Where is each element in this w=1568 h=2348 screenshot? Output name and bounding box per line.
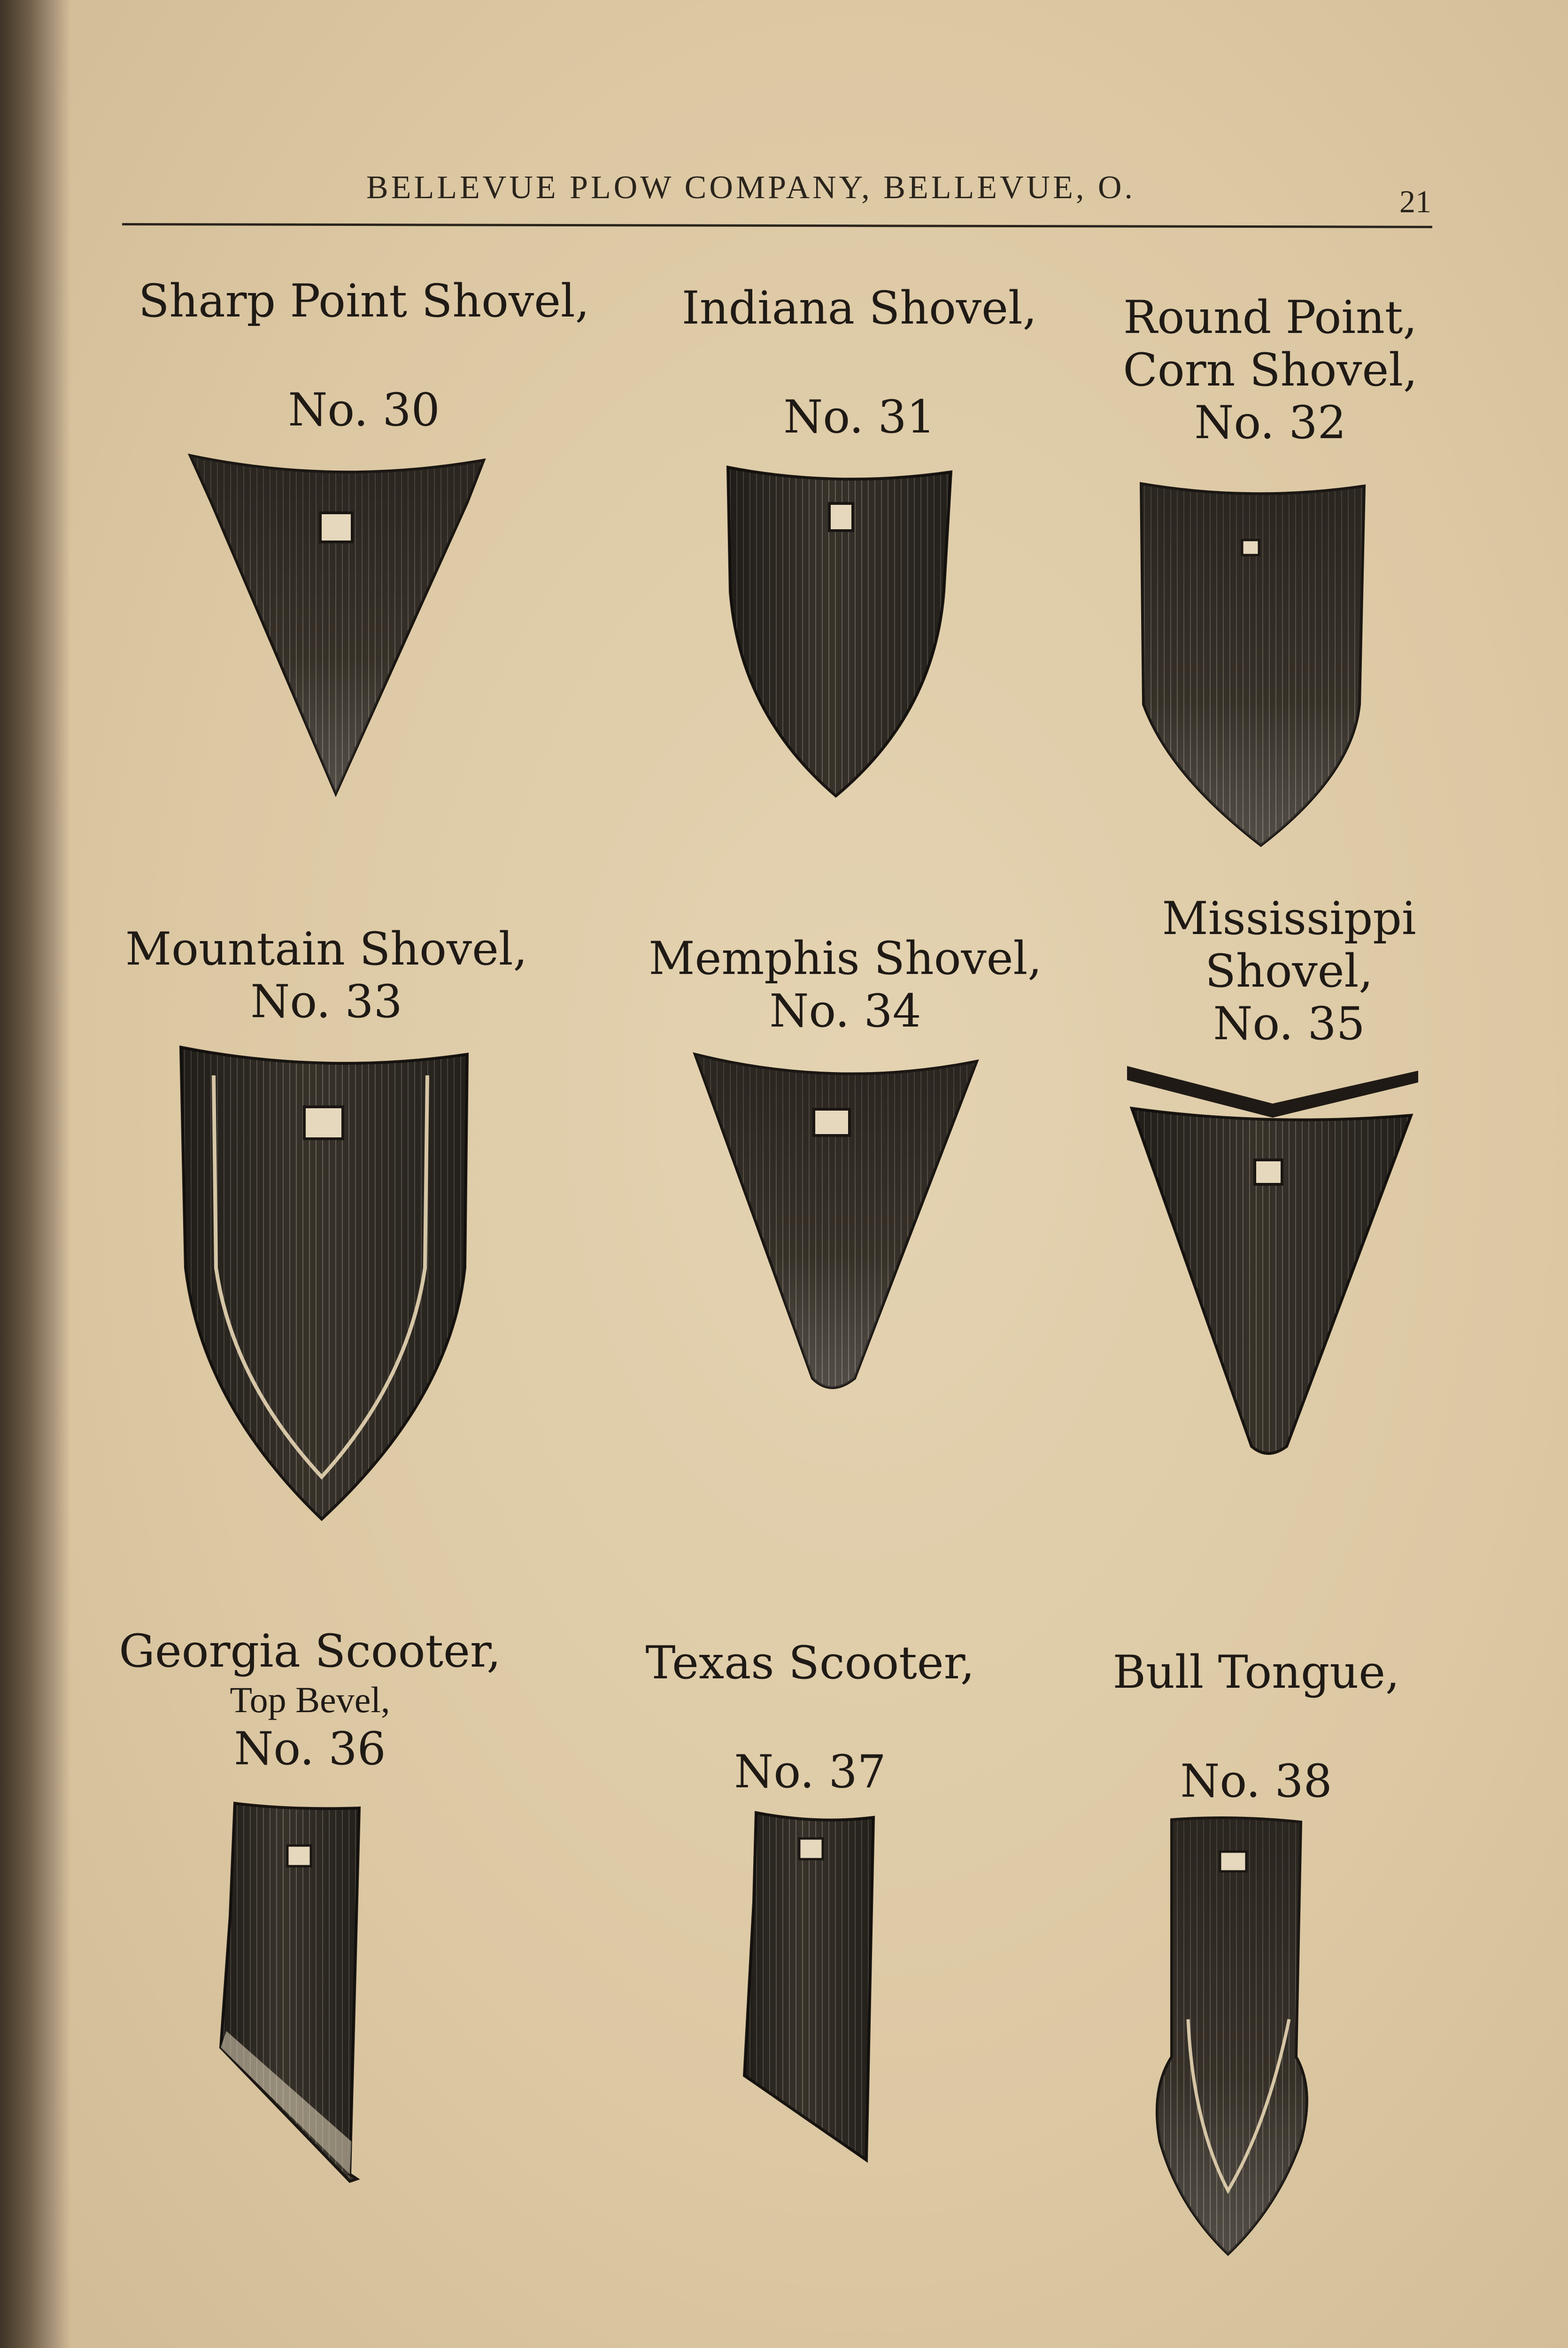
- item-number: No. 34: [769, 985, 921, 1037]
- item-number: No. 30: [288, 384, 440, 436]
- item-name: Indiana Shovel,: [681, 282, 1037, 334]
- bolt-hole: [1242, 540, 1259, 555]
- blade-no-32: [1141, 484, 1364, 845]
- item-name: Texas Scooter,: [645, 1637, 975, 1689]
- bolt-hole: [304, 1107, 343, 1139]
- item-name: Sharp Point Shovel,: [138, 275, 590, 327]
- bolt-hole: [1220, 1852, 1246, 1871]
- item-number: No. 35: [1213, 997, 1365, 1050]
- item-name: Georgia Scooter,: [119, 1625, 501, 1677]
- item-name: Bull Tongue,: [1112, 1646, 1400, 1699]
- blade-no-34: [695, 1054, 977, 1388]
- item-note: Top Bevel,: [230, 1679, 390, 1720]
- item-number: No. 33: [250, 975, 402, 1028]
- blade-cross-section: [1127, 1066, 1418, 1118]
- bolt-hole: [799, 1838, 823, 1859]
- item-name: Mountain Shovel,: [125, 923, 528, 975]
- bolt-hole: [320, 513, 352, 542]
- item-number: No. 37: [734, 1746, 886, 1798]
- blade-no-36: [221, 1803, 359, 2181]
- bolt-hole: [814, 1109, 850, 1135]
- item-name-line2: Shovel,: [1205, 945, 1373, 997]
- blade-no-37: [744, 1813, 873, 2160]
- bolt-hole: [287, 1846, 311, 1866]
- blade-no-30: [190, 456, 484, 794]
- bolt-hole: [829, 503, 853, 531]
- blade-no-31: [728, 467, 951, 796]
- item-number: No. 31: [783, 391, 935, 443]
- item-name-line1: Mississippi: [1162, 892, 1416, 945]
- blade-no-35: [1127, 1066, 1418, 1453]
- page-number: 21: [1399, 184, 1431, 219]
- blade-no-33: [181, 1047, 467, 1519]
- item-number: No. 32: [1194, 396, 1346, 449]
- bolt-hole: [1255, 1160, 1282, 1184]
- blade-no-38: [1157, 1818, 1307, 2254]
- item-name: Memphis Shovel,: [649, 932, 1042, 985]
- item-name-line1: Round Point,: [1123, 291, 1417, 344]
- item-number: No. 38: [1180, 1755, 1332, 1807]
- page-header: BELLEVUE PLOW COMPANY, BELLEVUE, O.: [366, 170, 1135, 206]
- item-name-line2: Corn Shovel,: [1123, 344, 1418, 396]
- item-number: No. 36: [234, 1722, 386, 1775]
